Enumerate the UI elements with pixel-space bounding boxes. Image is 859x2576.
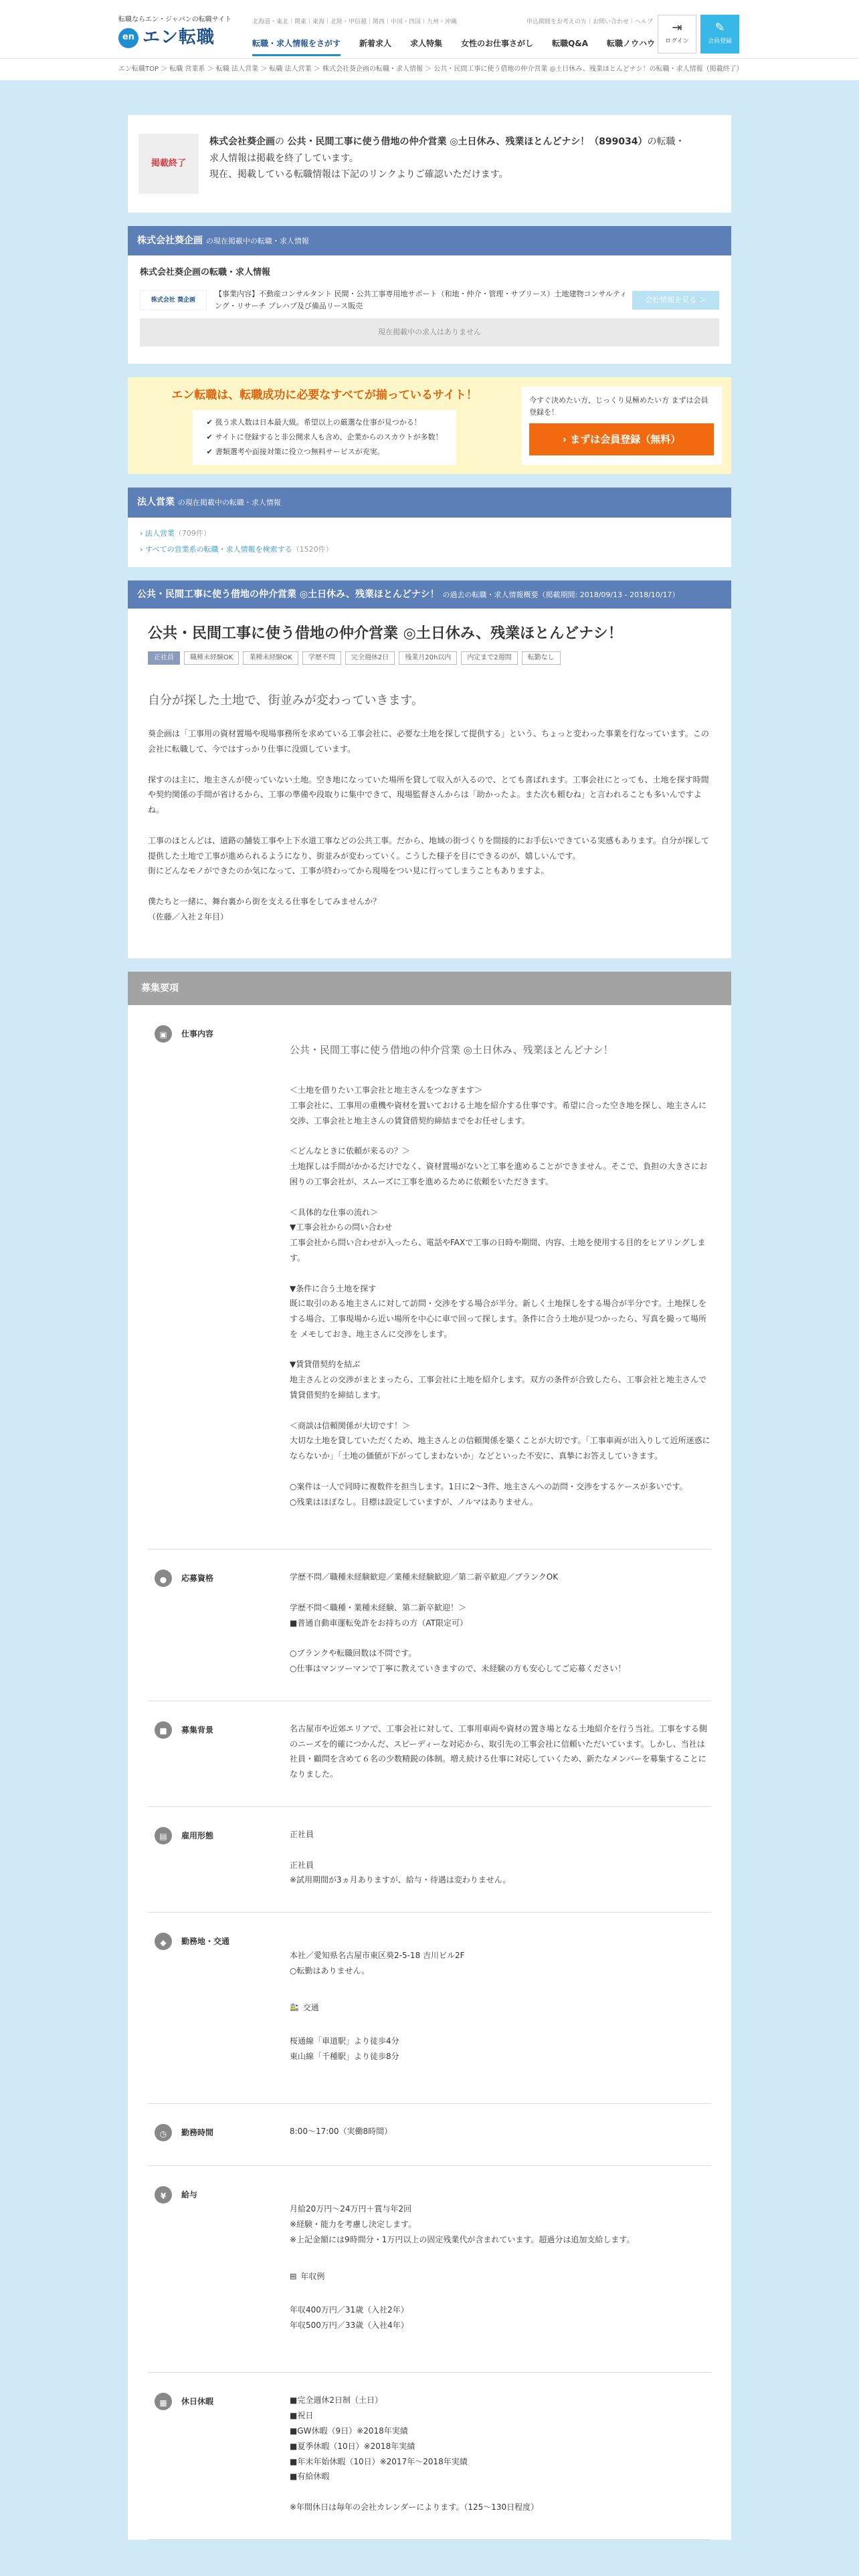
company-section-suffix: の現在掲載中の転職・求人情報 [205,237,309,245]
category-link[interactable]: › 法人営業 [140,528,175,538]
req-value: 名古屋市や近郊エリアで、工事会社に対して、工事用車両や資材の置き場となる土地紹介を行う当社。工事をする側のニーズを的確につかんだ、スピーディーな対応から、取引先の工事会社に信頼いただいています。しかし、当社は社員・顧問を含めて６名の少数精鋭の体制。増え続ける仕事に対応していくため、新たなメンバーを募集することになりました。 [290,1723,707,1780]
job-tag: 業種未経験OK [243,651,298,665]
promo-title: エン転職は、転職成功に必要なすべてが揃っているサイト！ [171,388,478,402]
nav-item-qa[interactable]: 転職Q&A [552,39,589,48]
req-label: 仕事内容 [181,1029,214,1039]
area-links[interactable]: 北海道・東北｜関東｜東海｜北陸・甲信越｜関西｜中国・四国｜九州・沖縄 [252,19,458,25]
notice-mid: の [275,136,284,147]
job-tag: 職種未経験OK [184,651,239,665]
req-sub-value: 桜通線「車道駅」より徒歩4分 東山線「千種駅」より徒歩8分 [290,2036,399,2061]
closed-notice [128,115,731,213]
person-icon: ● [155,1570,172,1587]
register-cta-button[interactable]: › まずは会員登録（無料） [529,423,714,455]
req-row-background [148,1701,711,1807]
login-icon: ⇥ [672,20,682,35]
job-overview-suffix: の過去の転職・求人情報概要（掲載期間: 2018/09/13 - 2018/10/17） [442,590,680,599]
briefcase-icon: ▣ [155,1025,172,1043]
req-value: 8:00～17:00（実働8時間） [290,2127,393,2137]
company-section-header [128,226,731,255]
category-link-count: （709件） [174,528,211,538]
job-overview [128,580,731,958]
category-section-suffix: の現在掲載中の転職・求人情報 [177,498,281,508]
check-icon: ✔ [206,433,213,442]
req-label: 勤務地・交通 [181,1937,230,1947]
req-row-salary [148,2166,711,2373]
req-row-job-description [148,1005,711,1549]
job-tag: 転勤なし [522,651,561,665]
nav-item-knowhow[interactable]: 転職ノウハウ [607,39,656,48]
all-sales-link[interactable]: › すべての営業系の転職・求人情報を検索する [140,544,292,554]
req-label: 給与 [181,2190,198,2200]
category-section-header [128,488,731,517]
register-button[interactable] [700,15,739,53]
building-icon: ■ [155,1721,172,1739]
no-jobs-message: 現在掲載中の求人はありません [140,318,719,346]
logo-text: エン転職 [142,27,215,47]
promo-right-text: 今すぐ決めたい方、じっくり見極めたい方 まずは会員登録を！ [529,395,708,417]
site-logo[interactable] [118,24,215,52]
login-button[interactable] [658,15,696,53]
company-description: 【事業内容】不動産コンサルタント 民間・公共工事専用地サポート（和地・仲介・管理・サブリース）土地建物コンサルティング・リサーチ プレハブ及び備品リース販売 [215,290,628,310]
login-label: ログイン [665,37,689,45]
job-overview-title: 公共・民間工事に使う借地の仲介営業 ◎土日休み、残業ほとんどナシ！ [137,588,440,600]
job-tag: 残業月20h以内 [399,651,457,665]
job-overview-header [128,580,731,609]
all-sales-link-count: （1520件） [292,544,333,554]
req-value: 正社員 正社員 ※試用期間が3ヵ月ありますが、給与・待遇は変わりません。 [290,1830,511,1885]
req-row-qualifications [148,1549,711,1701]
notice-line3: 現在、掲載している転職情報は下記のリンクよりご確認いただけます。 [209,169,508,180]
job-tags [148,651,711,665]
calendar-icon: ▦ [155,2393,172,2410]
requirements-section [128,972,731,2540]
req-lead: 公共・民間工事に使う借地の仲介営業 ◎土日休み、残業ほとんどナシ！ [290,1043,613,1056]
clock-icon: ◷ [155,2124,172,2141]
category-section-name: 法人営業 [137,497,175,508]
promo-list [193,410,456,465]
pencil-icon: ✎ [714,20,725,35]
promo-item [206,430,442,445]
main-content [128,80,731,2540]
req-value: ＜土地を借りたい工事会社と地主さんをつなぎます＞ 工事会社に、工事用の重機や資材を置いておける土地を紹介する仕事です。希望に合った空き地を探し、地主さんに交渉、工事会社と地主さんの賃貸借契約締結までをお任せします。 ＜どんなときに依頼が来るの？＞ 土地探しは手間がかかるだけでなく、資材置場がないと工事を進めることができません。そこで、負担の大きさにお困りの工事会社が、スムーズに工事を進めるために依頼をいただきます。 ＜具体的な仕事の流れ＞ ▼工事会社からの問い合わせ 工事会社から問い合わせが入ったら、電話やFAXで工事の日時や期間、内容、土地を使用する目的をヒアリングします。 ▼条件に合う土地を探す 既に取引のある地主さんに対して訪問・交渉をする場合が半分。新しく土地探しをする場合が半分です。土地探しをする場合、工事現場から近い場所を中心に車で回って探します。条件に合う土地が見つかったら、写真を撮って場所を メモしておき、地主さんに交渉をします。 ▼賃貸借契約を結ぶ 地主さんとの交渉がまとまったら、工事会社に土地を紹介します。双方の条件が合致したら、工事会社と地主さんで賃貸借契約を締結します。 ＜商談は信頼関係が大切です！＞ 大切な土地を貸していただくため、地主さんとの信頼関係を築くことが大切です。「工事車両が出入りして近所迷惑にならないか」「土地の価値が下がってしまわないか」などといった不安に、真摯にお答えしていきます。 ○案件は一人で同時に複数件を担当します。1日に2～3件、地主さんへの訪問・交渉をするケースが多いです。 ○残業はほぼなし。目標は設定していますが、ノルマはありません。 [290,1085,710,1507]
job-tag: 内定まで2週間 [461,651,517,665]
nav-item-search-jobs[interactable]: 転職・求人情報をさがす [252,37,341,56]
req-value: 学歴不問／職種未経験歓迎／業種未経験歓迎／第二新卒歓迎／ブランクOK 学歴不問＜職種・業種未経験、第二新卒歓迎！＞ ■普通自動車運転免許をお持ちの方（AT限定可） ○ブランクや転職回数は不問です。 ○仕事はマンツーマンで丁寧に教えていきますので、未経験の方も安心してご応募ください！ [290,1572,626,1674]
breadcrumb-bar [0,59,859,80]
req-row-holidays [148,2373,711,2539]
job-catchphrase: 自分が探した土地で、街並みが変わっていきます。 [148,693,424,708]
req-sub-value: 年収400万円／31歳（入社2年） 年収500万円／33歳（入社4年） [290,2304,409,2330]
promo-banner [128,377,731,474]
logo-tagline: 転職ならエン・ジャパンの転職サイト [118,16,232,23]
nav-item-women[interactable]: 女性のお仕事さがし [461,39,534,48]
closed-badge: 掲載終了 [138,134,199,194]
company-section-name: 株式会社葵企画 [137,235,203,246]
company-title: 株式会社葵企画の転職・求人情報 [140,267,271,278]
job-tag: 正社員 [148,651,180,665]
breadcrumb[interactable]: エン転職TOP ＞ 転職 営業系 ＞ 転職 法人営業 ＞ 転職 法人営業 ＞ 株式会社葵企画の転職・求人情報 ＞ 公共・民間工事に使う借地の仲介営業 ◎土日休み、残業ほとんどナシ！の転職・求人情報（掲載終了） [118,66,743,73]
req-sub-label: 交通 [302,2003,319,2013]
requirements-header: 募集要項 [128,972,731,1005]
notice-company: 株式会社葵企画 [209,136,275,147]
yen-icon: ¥ [155,2186,172,2204]
id-card-icon: ▤ [155,1827,172,1844]
closed-notice-text [209,134,685,183]
job-title: 公共・民間工事に使う借地の仲介営業 ◎土日休み、残業ほとんどナシ！ [148,625,623,643]
notice-line2: 求人情報は掲載を終了しています。 [209,152,359,164]
req-label: 勤務時間 [181,2128,214,2138]
req-value: 月給20万円～24万円＋賞与年2回 ※経験・能力を考慮し決定します。 ※上記金額には9時間分・1万円以上の固定残業代が含まれています。超過分は追加支給します。 [290,2204,635,2244]
notice-job: 公共・民間工事に使う借地の仲介営業 ◎土日休み、残業ほとんどナシ！（899034） [287,136,648,147]
check-icon: ✔ [206,418,213,427]
job-story: 葵企画は「工事用の資材置場や現場事務所を求めている工事会社に、必要な土地を探して提供する」という、ちょっと変わった事業を行なっています。この会社に転職して、今ではすっかり仕事に没頭しています。 探すのは主に、地主さんが使っていない土地。空き地になっていた場所を貸して収入が入るので、とても喜ばれます。工事会社にとっても、土地を探す時間や契約関係の手間が省けるから、工事の準備や段取りに集中できて、現場監督さんからは「助かったよ。また次も頼むね」と言われることも多いんですよね。 工事のほとんどは、道路の舗装工事や上下水道工事などの公共工事。だから、地域の街づくりを間接的にお手伝いできている実感もあります。自分が探して提供した土地で工事が進められるようになり、街並みが変わっていく。こうした様子を目にできるのが、嬉しいんです。 街にどんなモノができたのか気になって、工事が終わってから現場をつい見に行ってしまうこともありますよ。 僕たちと一緒に、舞台裏から街を支える仕事をしてみませんか？ （佐藤／入社２年目） [148,729,710,922]
promo-item [206,415,442,430]
promo-item-text: 扱う求人数は日本最大級。希望以上の厳選な仕事が見つかる！ [215,418,421,427]
job-tag: 学歴不問 [302,651,341,665]
company-info-button[interactable]: 会社情報を見る ＞ [632,291,719,310]
category-section [128,488,731,567]
register-label: 会員登録 [707,37,732,45]
req-label: 休日休暇 [181,2397,214,2407]
utility-links[interactable]: 申込期間をお考えの方｜お問い合わせ｜ヘルプ [527,19,654,25]
notice-line1-end: の転職・ [647,136,685,147]
train-icon: 🚉 [290,2003,299,2012]
job-tag: 完全週休2日 [345,651,395,665]
req-label: 募集背景 [181,1725,214,1735]
nav-item-new-jobs[interactable]: 新着求人 [359,39,392,48]
promo-item-text: 書類選考や面接対策に役立つ無料サービスが充実。 [215,447,385,457]
site-header [0,0,859,59]
company-logo: 株式会社 葵企画 [140,290,207,310]
check-icon: ✔ [206,447,213,457]
document-icon: ▤ [290,2272,297,2281]
map-pin-icon: ◆ [155,1933,172,1950]
promo-item-text: サイトに登録すると非公開求人も含め、企業からのスカウトが多数！ [215,433,443,442]
req-label: 応募資格 [181,1574,214,1584]
req-value: 本社／愛知県名古屋市東区葵2-5-18 吉川ビル2F ○転勤はありません。 [290,1951,465,1975]
en-logo-icon: en [118,28,138,48]
req-row-location [148,1913,711,2104]
req-sub-label: 年収例 [300,2272,325,2282]
req-row-employment-type [148,1807,711,1913]
nav-item-features[interactable]: 求人特集 [410,39,443,48]
company-section [128,226,731,364]
req-row-hours [148,2104,711,2166]
main-nav [252,37,674,56]
promo-item [206,445,442,459]
req-label: 雇用形態 [181,1831,214,1841]
req-value: ■完全週休2日制（土日） ■祝日 ■GW休暇（9日）※2018年実績 ■夏季休暇（10日）※2018年実績 ■年末年始休暇（10日）※2017年～2018年実績 ■有給休暇 ※年間休日は毎年の会社カレンダーによります。（125～130日程度） [290,2395,539,2512]
